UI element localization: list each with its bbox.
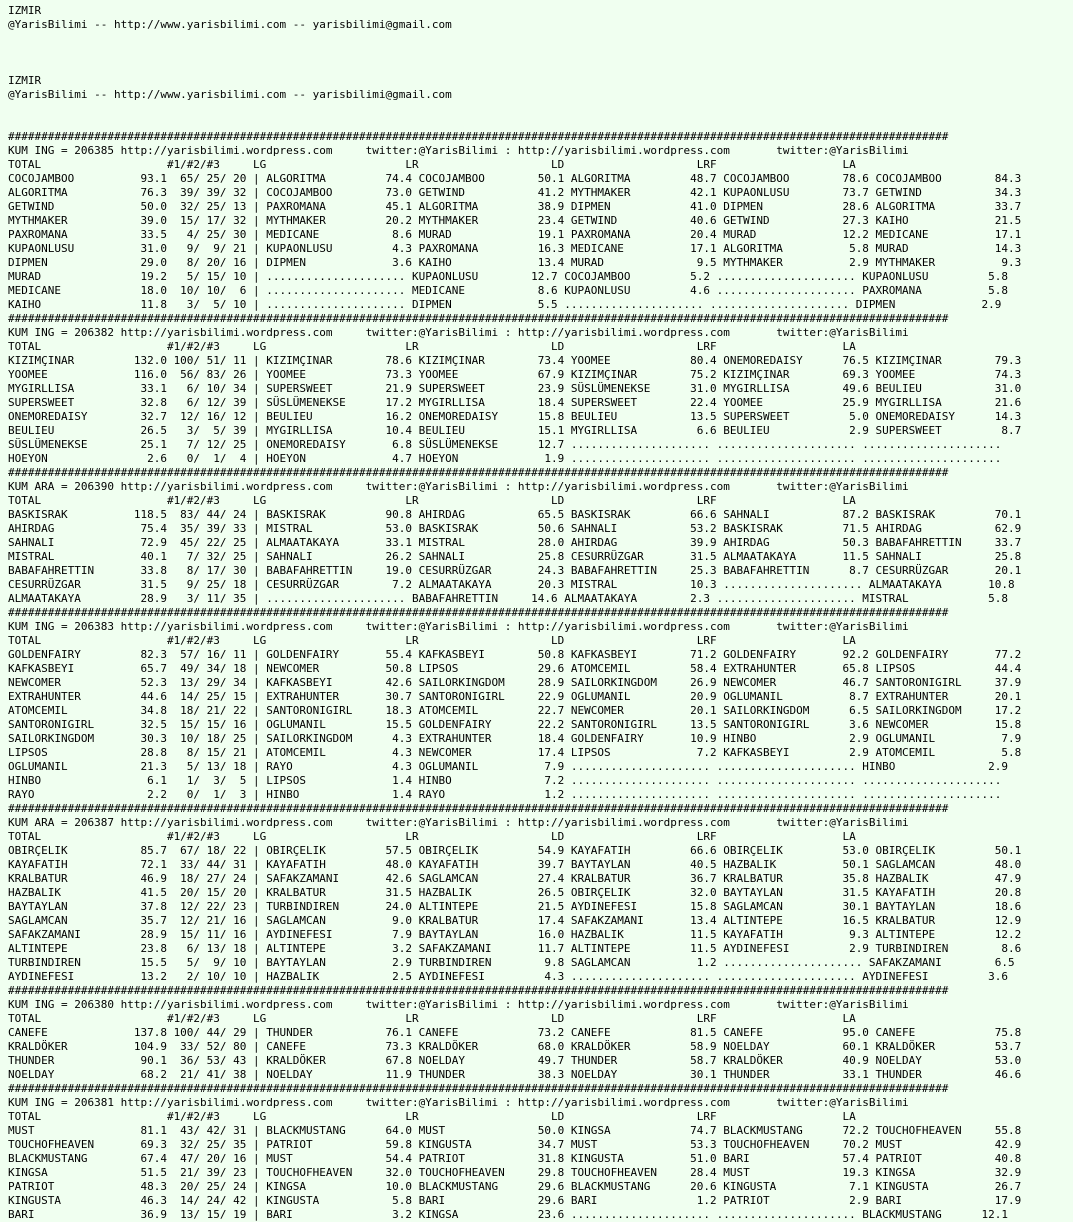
section-title: KUM ARA = 206387 http://yarisbilimi.wordpress.com twitter:@YarisBilimi : http://yarisbilimi.wordpress.com twitter:@YarisBilimi [8, 816, 909, 829]
table-row: ALGORITMA 76.3 39/ 39/ 32 | COCOJAMBOO 73.0 GETWIND 41.2 MYTHMAKER 42.1 KUPAONLUSU 73.7 GETWIND 34.3 [8, 186, 1022, 199]
table-row: MISTRAL 40.1 7/ 32/ 25 | SAHNALI 26.2 SAHNALI 25.8 CESURRÜZGAR 31.5 ALMAATAKAYA 11.5 SAHNALI 25.8 [8, 550, 1022, 563]
table-row: KAYAFATIH 72.1 33/ 44/ 31 | KAYAFATIH 48.0 KAYAFATIH 39.7 BAYTAYLAN 40.5 HAZBALIK 50.1 SAGLAMCAN 48.0 [8, 858, 1022, 871]
table-row: TURBINDIREN 15.5 5/ 9/ 10 | BAYTAYLAN 2.9 TURBINDIREN 9.8 SAGLAMCAN 1.2 ..................... SAFAKZAMANI 6.5 [8, 956, 1015, 969]
table-row: MUST 81.1 43/ 42/ 31 | BLACKMUSTANG 64.0 MUST 50.0 KINGSA 74.7 BLACKMUSTANG 72.2 TOUCHOFHEAVEN 55.8 [8, 1124, 1022, 1137]
blank-line [8, 102, 1073, 116]
section-separator: ############################################################################################################################################## [8, 466, 949, 479]
section-title: KUM ING = 206385 http://yarisbilimi.wordpress.com twitter:@YarisBilimi : http://yarisbilimi.wordpress.com twitter:@YarisBilimi [8, 144, 909, 157]
section-title: KUM ING = 206380 http://yarisbilimi.wordpress.com twitter:@YarisBilimi : http://yarisbilimi.wordpress.com twitter:@YarisBilimi [8, 998, 909, 1011]
table-row: COCOJAMBOO 93.1 65/ 25/ 20 | ALGORITMA 74.4 COCOJAMBOO 50.1 ALGORITMA 48.7 COCOJAMBOO 78.6 COCOJAMBOO 84.3 [8, 172, 1022, 185]
section-separator: ############################################################################################################################################## [8, 802, 949, 815]
table-row: AHIRDAG 75.4 35/ 39/ 33 | MISTRAL 53.0 BASKISRAK 50.6 SAHNALI 53.2 BASKISRAK 71.5 AHIRDAG 62.9 [8, 522, 1022, 535]
section-separator: ############################################################################################################################################## [8, 130, 949, 143]
table-row: SÜSLÜMENEKSE 25.1 7/ 12/ 25 | ONEMOREDAISY 6.8 SÜSLÜMENEKSE 12.7 ..................... ..................... ..................... [8, 438, 1002, 451]
table-row: PAXROMANA 33.5 4/ 25/ 30 | MEDICANE 8.6 MURAD 19.1 PAXROMANA 20.4 MURAD 12.2 MEDICANE 17.1 [8, 228, 1022, 241]
table-row: KIZIMÇINAR 132.0 100/ 51/ 11 | KIZIMÇINAR 78.6 KIZIMÇINAR 73.4 YOOMEE 80.4 ONEMOREDAISY 76.5 KIZIMÇINAR 79.3 [8, 354, 1022, 367]
table-row: BLACKMUSTANG 67.4 47/ 20/ 16 | MUST 54.4 PATRIOT 31.8 KINGUSTA 51.0 BARI 57.4 PATRIOT 40.8 [8, 1152, 1022, 1165]
section-title: KUM ING = 206381 http://yarisbilimi.wordpress.com twitter:@YarisBilimi : http://yarisbilimi.wordpress.com twitter:@YarisBilimi [8, 1096, 909, 1109]
table-row: SAHNALI 72.9 45/ 22/ 25 | ALMAATAKAYA 33.1 MISTRAL 28.0 AHIRDAG 39.9 AHIRDAG 50.3 BABAFAHRETTIN 33.7 [8, 536, 1022, 549]
column-header: TOTAL #1/#2/#3 LG LR LD LRF LA [8, 1110, 856, 1123]
header-line: @YarisBilimi -- http://www.yarisbilimi.com -- yarisbilimi@gmail.com [8, 18, 452, 31]
section-separator: ############################################################################################################################################## [8, 1082, 949, 1095]
header-line: IZMIR [8, 4, 42, 17]
table-row: KRALBATUR 46.9 18/ 27/ 24 | SAFAKZAMANI 42.6 SAGLAMCAN 27.4 KRALBATUR 36.7 KRALBATUR 35.8 HAZBALIK 47.9 [8, 872, 1022, 885]
table-row: KRALDÖKER 104.9 33/ 52/ 80 | CANEFE 73.3 KRALDÖKER 68.0 KRALDÖKER 58.9 NOELDAY 60.1 KRALDÖKER 53.7 [8, 1040, 1022, 1053]
table-row: RAYO 2.2 0/ 1/ 3 | HINBO 1.4 RAYO 1.2 ..................... ..................... ..................... [8, 788, 1002, 801]
blank-line [8, 46, 1073, 60]
table-row: SUPERSWEET 32.8 6/ 12/ 39 | SÜSLÜMENEKSE 17.2 MYGIRLLISA 18.4 SUPERSWEET 22.4 YOOMEE 25.9 MYGIRLLISA 21.6 [8, 396, 1022, 409]
table-row: BABAFAHRETTIN 33.8 8/ 17/ 30 | BABAFAHRETTIN 19.0 CESURRÜZGAR 24.3 BABAFAHRETTIN 25.3 BABAFAHRETTIN 8.7 CESURRÜZGAR 20.1 [8, 564, 1022, 577]
table-row: PATRIOT 48.3 20/ 25/ 24 | KINGSA 10.0 BLACKMUSTANG 29.6 BLACKMUSTANG 20.6 KINGUSTA 7.1 KINGUSTA 26.7 [8, 1180, 1022, 1193]
section-separator: ############################################################################################################################################## [8, 984, 949, 997]
header-line: IZMIR [8, 74, 42, 87]
blank-line [8, 116, 1073, 130]
table-row: MEDICANE 18.0 10/ 10/ 6 | ..................... MEDICANE 8.6 KUPAONLUSU 4.6 ..................... PAXROMANA 5.8 [8, 284, 1009, 297]
table-row: YOOMEE 116.0 56/ 83/ 26 | YOOMEE 73.3 YOOMEE 67.9 KIZIMÇINAR 75.2 KIZIMÇINAR 69.3 YOOMEE 74.3 [8, 368, 1022, 381]
table-row: BARI 36.9 13/ 15/ 19 | BARI 3.2 KINGSA 23.6 ..................... ..................... BLACKMUSTANG 12.1 [8, 1208, 1009, 1221]
table-row: SANTORONIGIRL 32.5 15/ 15/ 16 | OGLUMANIL 15.5 GOLDENFAIRY 22.2 SANTORONIGIRL 13.5 SANTORONIGIRL 3.6 NEWCOMER 15.8 [8, 718, 1022, 731]
table-row: SAILORKINGDOM 30.3 10/ 18/ 25 | SAILORKINGDOM 4.3 EXTRAHUNTER 18.4 GOLDENFAIRY 10.9 HINBO 2.9 OGLUMANIL 7.9 [8, 732, 1022, 745]
table-row: HOEYON 2.6 0/ 1/ 4 | HOEYON 4.7 HOEYON 1.9 ..................... ..................... ..................... [8, 452, 1002, 465]
table-row: THUNDER 90.1 36/ 53/ 43 | KRALDÖKER 67.8 NOELDAY 49.7 THUNDER 58.7 KRALDÖKER 40.9 NOELDAY 53.0 [8, 1054, 1022, 1067]
table-row: KAIHO 11.8 3/ 5/ 10 | ..................... DIPMEN 5.5 ..................... ..................... DIPMEN 2.9 [8, 298, 1002, 311]
section-separator: ############################################################################################################################################## [8, 606, 949, 619]
column-header: TOTAL #1/#2/#3 LG LR LD LRF LA [8, 158, 856, 171]
table-row: LIPSOS 28.8 8/ 15/ 21 | ATOMCEMIL 4.3 NEWCOMER 17.4 LIPSOS 7.2 KAFKASBEYI 2.9 ATOMCEMIL 5.8 [8, 746, 1022, 759]
table-row: ATOMCEMIL 34.8 18/ 21/ 22 | SANTORONIGIRL 18.3 ATOMCEMIL 22.7 NEWCOMER 20.1 SAILORKINGDOM 6.5 SAILORKINGDOM 17.2 [8, 704, 1022, 717]
section-title: KUM ARA = 206390 http://yarisbilimi.wordpress.com twitter:@YarisBilimi : http://yarisbilimi.wordpress.com twitter:@YarisBilimi [8, 480, 909, 493]
table-row: ALTINTEPE 23.8 6/ 13/ 18 | ALTINTEPE 3.2 SAFAKZAMANI 11.7 ALTINTEPE 11.5 AYDINEFESI 2.9 TURBINDIREN 8.6 [8, 942, 1022, 955]
column-header: TOTAL #1/#2/#3 LG LR LD LRF LA [8, 830, 856, 843]
table-row: TOUCHOFHEAVEN 69.3 32/ 25/ 35 | PATRIOT 59.8 KINGUSTA 34.7 MUST 53.3 TOUCHOFHEAVEN 70.2 MUST 42.9 [8, 1138, 1022, 1151]
column-header: TOTAL #1/#2/#3 LG LR LD LRF LA [8, 1012, 856, 1025]
table-row: BAYTAYLAN 37.8 12/ 22/ 23 | TURBINDIREN 24.0 ALTINTEPE 21.5 AYDINEFESI 15.8 SAGLAMCAN 30.1 BAYTAYLAN 18.6 [8, 900, 1022, 913]
table-row: MYGIRLLISA 33.1 6/ 10/ 34 | SUPERSWEET 21.9 SUPERSWEET 23.9 SÜSLÜMENEKSE 31.0 MYGIRLLISA 49.6 BEULIEU 31.0 [8, 382, 1022, 395]
table-row: OGLUMANIL 21.3 5/ 13/ 18 | RAYO 4.3 OGLUMANIL 7.9 ..................... ..................... HINBO 2.9 [8, 760, 1009, 773]
table-row: AYDINEFESI 13.2 2/ 10/ 10 | HAZBALIK 2.5 AYDINEFESI 4.3 ..................... ..................... AYDINEFESI 3.6 [8, 970, 1009, 983]
table-row: HINBO 6.1 1/ 3/ 5 | LIPSOS 1.4 HINBO 7.2 ..................... ..................... ..................... [8, 774, 1002, 787]
table-row: CESURRÜZGAR 31.5 9/ 25/ 18 | CESURRÜZGAR 7.2 ALMAATAKAYA 20.3 MISTRAL 10.3 ..................... ALMAATAKAYA 10.8 [8, 578, 1015, 591]
table-row: CANEFE 137.8 100/ 44/ 29 | THUNDER 76.1 CANEFE 73.2 CANEFE 81.5 CANEFE 95.0 CANEFE 75.8 [8, 1026, 1022, 1039]
table-row: KAFKASBEYI 65.7 49/ 34/ 18 | NEWCOMER 50.8 LIPSOS 29.6 ATOMCEMIL 58.4 EXTRAHUNTER 65.8 LIPSOS 44.4 [8, 662, 1022, 675]
table-row: KINGSA 51.5 21/ 39/ 23 | TOUCHOFHEAVEN 32.0 TOUCHOFHEAVEN 29.8 TOUCHOFHEAVEN 28.4 MUST 19.3 KINGSA 32.9 [8, 1166, 1022, 1179]
column-header: TOTAL #1/#2/#3 LG LR LD LRF LA [8, 340, 856, 353]
table-row: OBIRÇELIK 85.7 67/ 18/ 22 | OBIRÇELIK 57.5 OBIRÇELIK 54.9 KAYAFATIH 66.6 OBIRÇELIK 53.0 OBIRÇELIK 50.1 [8, 844, 1022, 857]
section-separator: ############################################################################################################################################## [8, 312, 949, 325]
header-line: @YarisBilimi -- http://www.yarisbilimi.com -- yarisbilimi@gmail.com [8, 88, 452, 101]
table-row: HAZBALIK 41.5 20/ 15/ 20 | KRALBATUR 31.5 HAZBALIK 26.5 OBIRÇELIK 32.0 BAYTAYLAN 31.5 KAYAFATIH 20.8 [8, 886, 1022, 899]
table-row: MYTHMAKER 39.0 15/ 17/ 32 | MYTHMAKER 20.2 MYTHMAKER 23.4 GETWIND 40.6 GETWIND 27.3 KAIHO 21.5 [8, 214, 1022, 227]
table-row: SAGLAMCAN 35.7 12/ 21/ 16 | SAGLAMCAN 9.0 KRALBATUR 17.4 SAFAKZAMANI 13.4 ALTINTEPE 16.5 KRALBATUR 12.9 [8, 914, 1022, 927]
table-row: GOLDENFAIRY 82.3 57/ 16/ 11 | GOLDENFAIRY 55.4 KAFKASBEYI 50.8 KAFKASBEYI 71.2 GOLDENFAIRY 92.2 GOLDENFAIRY 77.2 [8, 648, 1022, 661]
table-row: DIPMEN 29.0 8/ 20/ 16 | DIPMEN 3.6 KAIHO 13.4 MURAD 9.5 MYTHMAKER 2.9 MYTHMAKER 9.3 [8, 256, 1022, 269]
column-header: TOTAL #1/#2/#3 LG LR LD LRF LA [8, 494, 856, 507]
section-title: KUM ING = 206382 http://yarisbilimi.wordpress.com twitter:@YarisBilimi : http://yarisbilimi.wordpress.com twitter:@YarisBilimi [8, 326, 909, 339]
table-row: ONEMOREDAISY 32.7 12/ 16/ 12 | BEULIEU 16.2 ONEMOREDAISY 15.8 BEULIEU 13.5 SUPERSWEET 5.0 ONEMOREDAISY 14.3 [8, 410, 1022, 423]
blank-line [8, 60, 1073, 74]
table-row: NEWCOMER 52.3 13/ 29/ 34 | KAFKASBEYI 42.6 SAILORKINGDOM 28.9 SAILORKINGDOM 26.9 NEWCOMER 46.7 SANTORONIGIRL 37.9 [8, 676, 1022, 689]
section-title: KUM ING = 206383 http://yarisbilimi.wordpress.com twitter:@YarisBilimi : http://yarisbilimi.wordpress.com twitter:@YarisBilimi [8, 620, 909, 633]
table-row: ALMAATAKAYA 28.9 3/ 11/ 35 | ..................... BABAFAHRETTIN 14.6 ALMAATAKAYA 2.3 ..................... MISTRAL 5.8 [8, 592, 1009, 605]
table-row: KINGUSTA 46.3 14/ 24/ 42 | KINGUSTA 5.8 BARI 29.6 BARI 1.2 PATRIOT 2.9 BARI 17.9 [8, 1194, 1022, 1207]
table-row: NOELDAY 68.2 21/ 41/ 38 | NOELDAY 11.9 THUNDER 38.3 NOELDAY 30.1 THUNDER 33.1 THUNDER 46.6 [8, 1068, 1022, 1081]
table-row: KUPAONLUSU 31.0 9/ 9/ 21 | KUPAONLUSU 4.3 PAXROMANA 16.3 MEDICANE 17.1 ALGORITMA 5.8 MURAD 14.3 [8, 242, 1022, 255]
table-row: MURAD 19.2 5/ 15/ 10 | ..................... KUPAONLUSU 12.7 COCOJAMBOO 5.2 ..................... KUPAONLUSU 5.8 [8, 270, 1009, 283]
table-row: BEULIEU 26.5 3/ 5/ 39 | MYGIRLLISA 10.4 BEULIEU 15.1 MYGIRLLISA 6.6 BEULIEU 2.9 SUPERSWEET 8.7 [8, 424, 1022, 437]
column-header: TOTAL #1/#2/#3 LG LR LD LRF LA [8, 634, 856, 647]
table-row: GETWIND 50.0 32/ 25/ 13 | PAXROMANA 45.1 ALGORITMA 38.9 DIPMEN 41.0 DIPMEN 28.6 ALGORITMA 33.7 [8, 200, 1022, 213]
table-row: SAFAKZAMANI 28.9 15/ 11/ 16 | AYDINEFESI 7.9 BAYTAYLAN 16.0 HAZBALIK 11.5 KAYAFATIH 9.3 ALTINTEPE 12.2 [8, 928, 1022, 941]
table-row: EXTRAHUNTER 44.6 14/ 25/ 15 | EXTRAHUNTER 30.7 SANTORONIGIRL 22.9 OGLUMANIL 20.9 OGLUMANIL 8.7 EXTRAHUNTER 20.1 [8, 690, 1022, 703]
table-row: BASKISRAK 118.5 83/ 44/ 24 | BASKISRAK 90.8 AHIRDAG 65.5 BASKISRAK 66.6 SAHNALI 87.2 BASKISRAK 70.1 [8, 508, 1022, 521]
blank-line [8, 32, 1073, 46]
